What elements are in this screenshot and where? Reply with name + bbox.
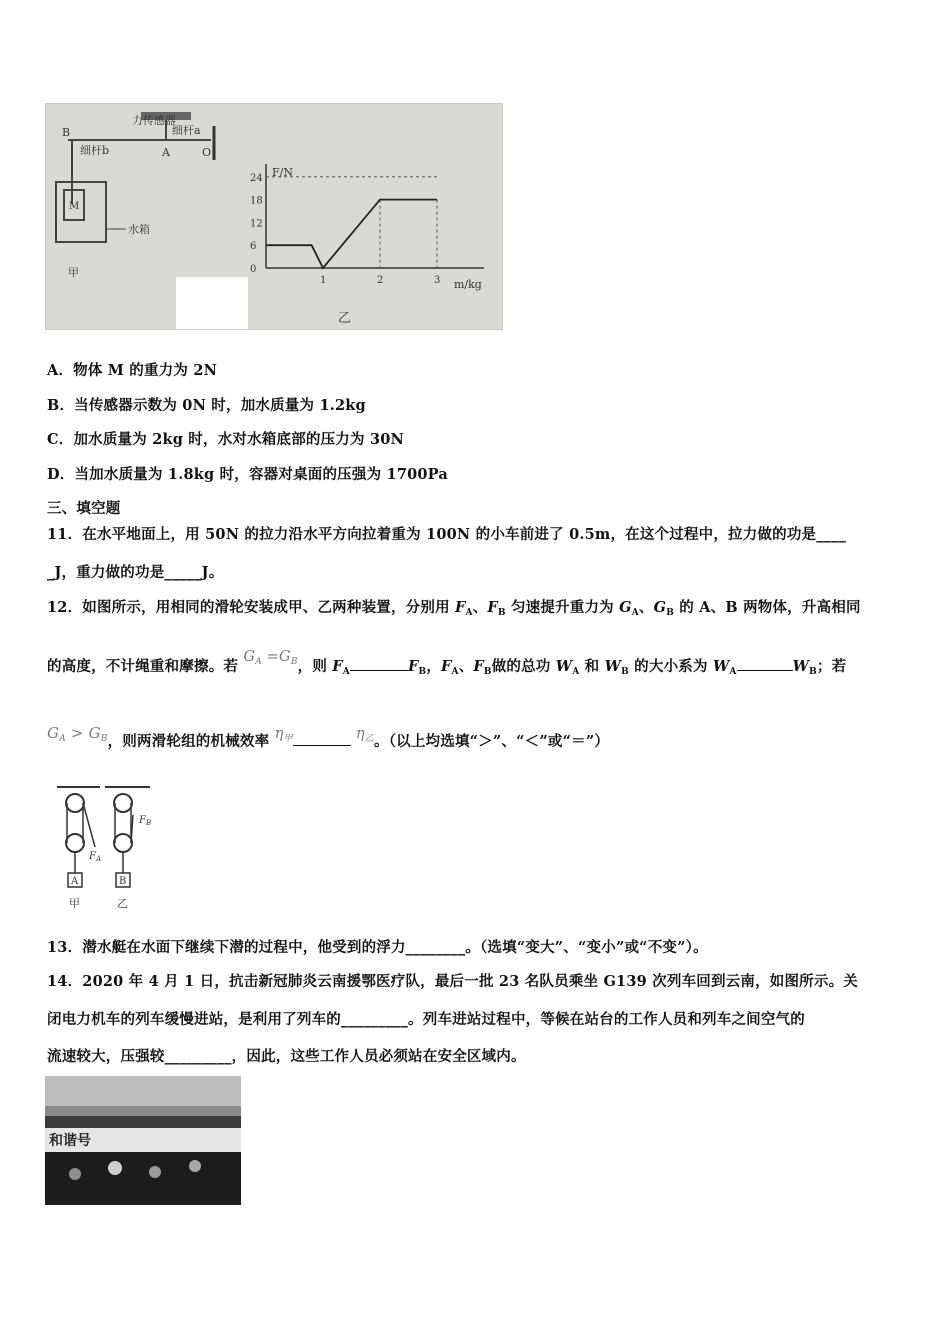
f-symbol: F bbox=[473, 658, 484, 675]
f-symbol: F bbox=[407, 658, 419, 675]
sub-b: B bbox=[418, 667, 427, 677]
figure-apparatus-and-graph bbox=[45, 103, 503, 330]
f-symbol: F bbox=[89, 851, 96, 862]
label-box-b: B bbox=[119, 876, 127, 887]
sub-a: A bbox=[631, 608, 639, 618]
label-block-m: M bbox=[69, 201, 80, 212]
q11-line2: _J，重力做的功是_____J。 bbox=[47, 564, 224, 581]
separator: 、 bbox=[458, 658, 474, 675]
eta-jia bbox=[275, 726, 293, 742]
label-tank: 水箱 bbox=[128, 223, 150, 236]
y-tick-label: 12 bbox=[250, 218, 263, 230]
option-d: D．当加水质量为 1.8kg 时，容器对桌面的压强为 1700Pa bbox=[47, 466, 448, 483]
x-tick-label: 1 bbox=[320, 275, 327, 286]
q12-text: 和 bbox=[579, 658, 605, 675]
white-mask bbox=[176, 277, 248, 329]
g-symbol: G bbox=[243, 649, 256, 665]
sub-b: B bbox=[290, 657, 298, 667]
graph-yi bbox=[250, 164, 484, 326]
label-rod-a: 细杆a bbox=[172, 124, 201, 137]
sub-a: A bbox=[465, 608, 473, 618]
w-symbol: W bbox=[555, 658, 573, 675]
q12-line2: 的高度，不计绳重和摩擦。若 $G_A =G_B$，则 $F_A$ $F_B$，$F_A$、$F_B$做的总功 $W_A$ 和 $W_B$ 的大小系为 $W_A$ $W_B$；若 bbox=[47, 649, 847, 677]
train-banner: 和谐号 bbox=[49, 1133, 91, 1149]
q12-text: 做的总功 bbox=[491, 658, 556, 675]
q12-text: ，则两滑轮组的机械效率 bbox=[107, 733, 270, 750]
w-symbol: W bbox=[604, 658, 622, 675]
sub-a: A bbox=[59, 734, 66, 744]
option-b: B．当传感器示数为 0N 时，加水质量为 1.2kg bbox=[47, 397, 366, 414]
separator: 、 bbox=[472, 599, 488, 616]
option-c: C．加水质量为 2kg 时，水对水箱底部的压力为 30N bbox=[47, 431, 404, 448]
blank[interactable] bbox=[737, 656, 793, 671]
w-symbol: W bbox=[792, 658, 810, 675]
roof-beam bbox=[45, 1106, 241, 1116]
q12-text: 12．如图所示，用相同的滑轮安装成甲、乙两种装置，分别用 bbox=[47, 599, 456, 616]
g-symbol: G bbox=[619, 599, 632, 616]
math-ga-gt-gb bbox=[47, 724, 108, 742]
math-ga-eq-gb bbox=[243, 649, 297, 665]
blank[interactable] bbox=[293, 731, 351, 746]
sub-b: B bbox=[497, 608, 506, 618]
person bbox=[108, 1161, 122, 1175]
q14-line1: 14．2020 年 4 月 1 日，抗击新冠肺炎云南援鄂医疗队，最后一批 23 名队员乘坐 G139 次列车回到云南，如图所示。关 bbox=[47, 973, 858, 990]
q12-text: 匀速提升重力为 bbox=[505, 599, 620, 616]
sub-b: B bbox=[809, 667, 817, 677]
sub-a: A bbox=[342, 667, 350, 677]
y-tick-label: 24 bbox=[250, 172, 263, 184]
q14-line3: 流速较大，压强较_________，因此，这些工作人员必须站在安全区域内。 bbox=[47, 1048, 526, 1065]
x-tick-label: 3 bbox=[434, 275, 441, 286]
label-point-b: B bbox=[62, 126, 71, 139]
section-title: 三、填空题 bbox=[47, 500, 121, 517]
sub-b: B bbox=[666, 608, 675, 618]
y-axis-label: F/N bbox=[272, 166, 293, 179]
sub-a: A bbox=[451, 667, 459, 677]
q12-text: 的 A、B 两物体，升高相同 bbox=[674, 599, 861, 616]
pulley-bottom-yi bbox=[114, 834, 132, 852]
label-yi: 乙 bbox=[117, 897, 128, 910]
sub-a: A bbox=[255, 657, 262, 667]
figure-drawing bbox=[46, 104, 502, 329]
label-fig-jia: 甲 bbox=[68, 266, 79, 279]
q12-text: 的大小系为 bbox=[628, 658, 713, 675]
sub-a: A bbox=[572, 667, 580, 677]
x-tick-label: 2 bbox=[377, 275, 384, 286]
rope-pull-a bbox=[83, 803, 95, 847]
q12-text: 的高度，不计绳重和摩擦。若 bbox=[47, 658, 239, 675]
greater-g: > G bbox=[65, 724, 101, 742]
eta-symbol: η bbox=[274, 726, 284, 742]
sub-b: B bbox=[100, 734, 108, 744]
g-symbol: G bbox=[653, 599, 667, 616]
f-symbol: F bbox=[332, 658, 343, 675]
sub-b: B bbox=[483, 667, 492, 677]
photo-drawing bbox=[45, 1076, 241, 1205]
q13: 13．潜水艇在水面下继续下潜的过程中，他受到的浮力________。（选填“变大”、“变小”或“不变”）。 bbox=[47, 939, 708, 956]
q12-line3 bbox=[47, 724, 610, 752]
separator: 、 bbox=[638, 599, 654, 616]
equals-g: =G bbox=[261, 649, 291, 665]
q11-line1: 11．在水平地面上，用 50N 的拉力沿水平方向拉着重为 100N 的小车前进了 0.5m，在这个过程中，拉力做的功是____ bbox=[47, 526, 847, 543]
q14-line2: 闭电力机车的列车缓慢进站，是利用了列车的_________。列车进站过程中，等候在站台的工作人员和列车之间空气的 bbox=[47, 1011, 805, 1028]
sub-a: A bbox=[729, 667, 737, 677]
f-symbol: F bbox=[441, 658, 452, 675]
q12-text: ，则 bbox=[297, 658, 333, 675]
q12-text: 。（以上均选填“＞”、“＜”或“＝”） bbox=[374, 733, 610, 750]
label-rod-b: 细杆b bbox=[80, 144, 110, 157]
series-line bbox=[266, 200, 437, 268]
label-sensor: 力传感器 bbox=[132, 114, 176, 127]
option-a: A．物体 M 的重力为 2N bbox=[47, 362, 218, 379]
y-tick-label: 0 bbox=[250, 264, 257, 275]
pulley-top-jia bbox=[66, 794, 84, 812]
sub-b: B bbox=[621, 667, 629, 677]
label-jia: 甲 bbox=[69, 897, 80, 910]
q12-line1 bbox=[47, 596, 861, 618]
figure-pulleys bbox=[55, 785, 165, 915]
eta-yi bbox=[356, 726, 374, 742]
q12-text: ；若 bbox=[816, 658, 847, 675]
pulley-drawing bbox=[55, 785, 165, 915]
sub-a: A bbox=[95, 855, 102, 863]
x-axis-label: m/kg bbox=[454, 278, 482, 291]
sub-yi: 乙 bbox=[364, 734, 374, 744]
f-symbol: F bbox=[455, 599, 466, 616]
label-point-a: A bbox=[162, 146, 170, 159]
blank[interactable] bbox=[350, 656, 408, 671]
y-tick-label: 6 bbox=[250, 241, 257, 253]
label-fa bbox=[88, 851, 101, 863]
label-box-a: A bbox=[71, 876, 79, 887]
eta-symbol: η bbox=[355, 726, 365, 742]
w-symbol: W bbox=[712, 658, 730, 675]
pulley-top-yi bbox=[114, 794, 132, 812]
label-point-o: O bbox=[202, 146, 212, 159]
person bbox=[149, 1166, 161, 1178]
roof bbox=[45, 1076, 241, 1106]
sub-b: B bbox=[145, 819, 152, 827]
f-symbol: F bbox=[139, 815, 146, 826]
pulley-bottom-jia bbox=[66, 834, 84, 852]
person bbox=[69, 1168, 81, 1180]
person bbox=[189, 1160, 201, 1172]
train-station-photo bbox=[45, 1076, 241, 1205]
label-fb bbox=[138, 815, 151, 827]
sub-jia: 甲 bbox=[283, 734, 293, 744]
g-symbol: G bbox=[47, 724, 60, 742]
y-tick-label: 18 bbox=[250, 195, 263, 207]
f-symbol: F bbox=[487, 599, 498, 616]
chart-title: 乙 bbox=[338, 311, 352, 326]
